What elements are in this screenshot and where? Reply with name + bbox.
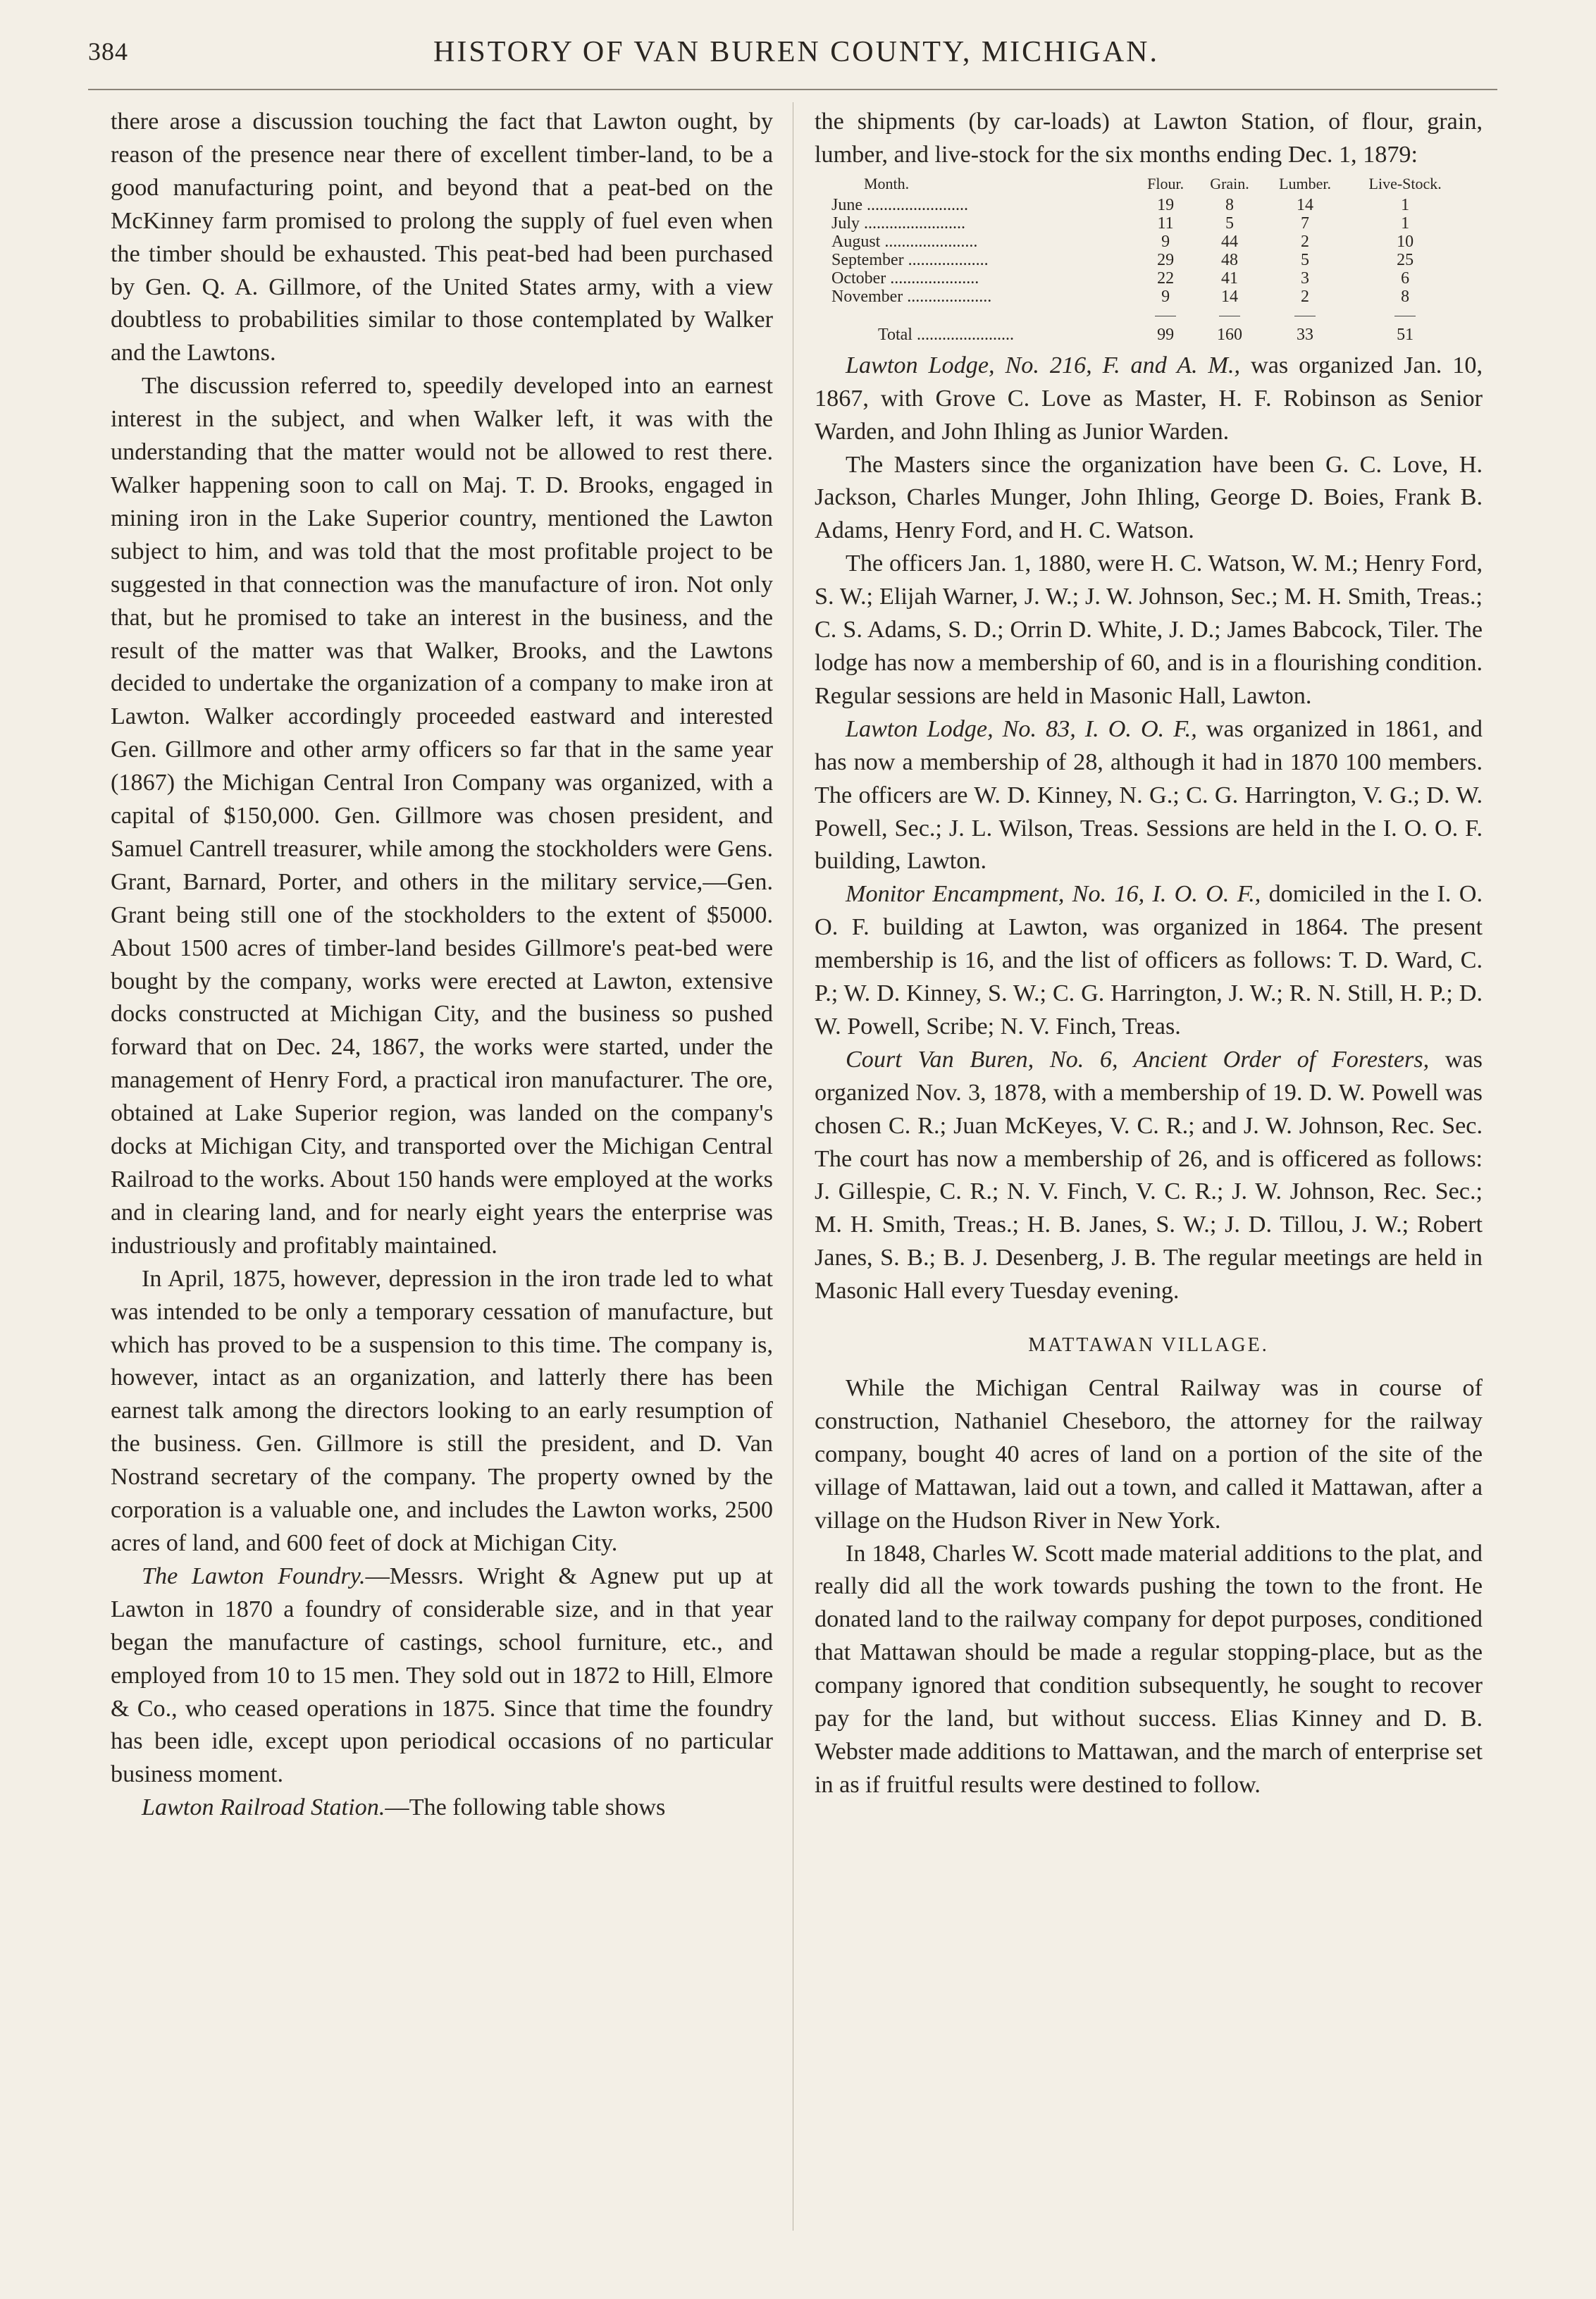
value-cell: 3 — [1301, 269, 1310, 288]
total-value: 33 — [1297, 325, 1314, 344]
paragraph-masonic-lodge — [815, 350, 1483, 449]
paragraph-monitor-encampment — [815, 878, 1483, 1044]
value-cell: 8 — [1401, 287, 1410, 306]
column-header: Lumber. — [1279, 174, 1331, 192]
right-column — [815, 106, 1483, 1802]
total-value: 51 — [1397, 325, 1414, 344]
paragraph-title: Lawton Lodge, No. 216, F. and A. M., — [846, 352, 1241, 378]
table-header-row — [829, 175, 1463, 196]
value-cell: 8 — [1225, 195, 1234, 214]
column-header: Live-Stock. — [1368, 174, 1442, 192]
header-rule — [88, 89, 1497, 90]
paragraph-railroad-station — [111, 1792, 773, 1825]
table-row — [829, 196, 1463, 214]
paragraph-lawton-foundry — [111, 1560, 773, 1792]
paragraph-body: —Messrs. Wright & Agnew put up at Lawton in 1870 a foundry of considerable size, and in that year began the manufacture of castings, school furniture, etc., and employed from 10 to 15 men. They sold out in 1872 to Hill, Elmore & Co., who ceased operations in 1875. Since that time the foundry has been idle, except upon periodical occasions of no particular business moment. — [111, 1563, 773, 1788]
value-cell: 9 — [1161, 287, 1170, 306]
value-cell: 7 — [1301, 214, 1310, 233]
paragraph: there arose a discussion touching the fact that Lawton ought, by reason of the presence near there of excellent timber-land, to be a good manufacturing point, and beyond that a peat-bed on the McKinney farm promised to prolong the supply of fuel even when the timber should be exhausted. This peat-bed had been purchased by Gen. Q. A. Gillmore, of the United States army, with a view doubtless to probabilities similar to those contemplated by Walker and the Lawtons. — [111, 109, 773, 366]
section-heading: MATTAWAN VILLAGE. — [1028, 1334, 1269, 1357]
paragraph-title: Monitor Encampment, No. 16, I. O. O. F., — [846, 881, 1261, 908]
month-cell: June ........................ — [831, 195, 968, 214]
value-cell: 2 — [1301, 287, 1310, 306]
paragraph: The Masters since the organization have been G. C. Love, H. Jackson, Charles Munger, John Ihling, George D. Boies, Frank B. Adams, Henry Ford, and H. C. Watson. — [815, 451, 1483, 544]
value-cell: 5 — [1225, 214, 1234, 233]
value-cell: 1 — [1401, 195, 1410, 214]
table-row — [829, 251, 1463, 269]
table-body — [829, 196, 1463, 344]
shipments-table — [829, 175, 1463, 344]
value-cell: 48 — [1220, 250, 1238, 269]
value-cell: 29 — [1157, 250, 1175, 269]
value-cell: 9 — [1161, 232, 1170, 251]
paragraph: While the Michigan Central Railway was in course of construction, Nathaniel Cheseboro, the attorney for the railway company, bought 40 acres of land on a portion of the site of the village of Mattawan, laid out a town, and called it Mattawan, after a village on the Hudson River in New York. — [815, 1375, 1483, 1534]
paragraph-body: was organized Nov. 3, 1878, with a membership of 19. D. W. Powell was chosen C. R.; Juan McKeyes, V. C. R.; and J. W. Johnson, Rec. Sec. The court has now a membership of 26, and is officered as follows: J. Gillespie, C. R.; N. V. Finch, V. C. R.; J. W. Johnson, Rec. Sec.; M. H. Smith, Treas.; H. B. Janes, S. W.; J. D. Tillou, J. W.; Robert Janes, S. B.; B. J. Desenberg, J. B. The regular meetings are held in Masonic Hall every Tuesday evening. — [815, 1046, 1483, 1305]
total-value: 99 — [1157, 325, 1175, 344]
table-row — [829, 233, 1463, 251]
month-cell: July ........................ — [831, 214, 966, 233]
value-cell: 22 — [1157, 269, 1175, 288]
table-row — [829, 214, 1463, 233]
rule-cell — [1347, 306, 1463, 324]
rule-cell — [1134, 306, 1196, 324]
total-row — [829, 324, 1463, 344]
value-cell: 10 — [1397, 232, 1414, 251]
paragraph-body: was organized in 1861, and has now a membership of 28, although it had in 1870 100 members. The officers are W. D. Kinney, N. G.; C. G. Harrington, V. G.; D. W. Powell, Sec.; J. L. Wilson, Treas. Sessions are held in the I. O. O. F. building, Lawton. — [815, 715, 1483, 875]
value-cell: 6 — [1401, 269, 1410, 288]
table-row — [829, 269, 1463, 288]
value-cell: 2 — [1301, 232, 1310, 251]
value-cell: 44 — [1220, 232, 1238, 251]
paragraph: the shipments (by car-loads) at Lawton Station, of flour, grain, lumber, and live-stock for the six months ending Dec. 1, 1879: — [815, 109, 1483, 168]
paragraph-court-van-buren — [815, 1044, 1483, 1308]
column-header: Grain. — [1210, 174, 1249, 192]
rule-cell — [829, 306, 1134, 324]
rule-cell — [1196, 306, 1263, 324]
total-value: 160 — [1216, 325, 1242, 344]
value-cell: 19 — [1157, 195, 1175, 214]
rule-cell — [1263, 306, 1348, 324]
value-cell: 25 — [1397, 250, 1414, 269]
paragraph: In 1848, Charles W. Scott made material additions to the plat, and really did all the work towards pushing the town to the front. He donated land to the railway company for depot purposes, conditioned that Mattawan should be made a regular stopping-place, but as the company ignored that condition subsequently, he sought to recover pay for the land, but without success. Elias Kinney and D. B. Webster made additions to Mattawan, and the march of enterprise set in as if fruitful results were destined to follow. — [815, 1540, 1483, 1798]
paragraph: In April, 1875, however, depression in the iron trade led to what was intended to be only a temporary cessation of manufacture, but which has proved to be a suspension to this time. The company is, however, intact as an organization, and latterly there has been earnest talk among the directors looking to an early resumption of the business. Gen. Gillmore is still the president, and D. Van Nostrand secretary of the company. The property owned by the corporation is a valuable one, and includes the Lawton works, 2500 acres of land, and 600 feet of dock at Michigan City. — [111, 1265, 773, 1556]
month-cell: August ...................... — [831, 232, 978, 251]
paragraph-body: was organized Jan. 10, 1867, with Grove C. Love as Master, H. F. Robinson as Senior Warden, and John Ihling as Junior Warden. — [815, 352, 1483, 445]
table-row — [829, 288, 1463, 306]
table-rule-row — [829, 306, 1463, 324]
paragraph: The officers Jan. 1, 1880, were H. C. Watson, W. M.; Henry Ford, S. W.; Elijah Warner, J. W.; J. W. Johnson, Sec.; M. H. Smith, Treas.; C. S. Adams, S. D.; Orrin D. White, J. D.; James Babcock, Tiler. The lodge has now a membership of 60, and is in a flourishing condition. Regular sessions are held in Masonic Hall, Lawton. — [815, 550, 1483, 709]
paragraph-title: Court Van Buren, No. 6, Ancient Order of Foresters, — [846, 1046, 1430, 1073]
value-cell: 11 — [1157, 214, 1174, 233]
column-header: Flour. — [1147, 174, 1184, 192]
month-cell: November .................... — [831, 287, 992, 306]
paragraph: The discussion referred to, speedily developed into an earnest interest in the subject, and when Walker left, it was with the understanding that the matter would not be allowed to rest there. Walker happening soon to call on Maj. T. D. Brooks, engaged in mining iron in the Lake Superior country, mentioned the Lawton subject to him, and was told that the most profitable project to be suggested in that connection was the manufacture of iron. Not only that, but he promised to take an interest in the business, and the result of the matter was that Walker, Brooks, and the Lawtons decided to undertake the organization of a company to make iron at Lawton. Walker accordingly proceeded eastward and interested Gen. Gillmore and other army officers so far that in the same year (1867) the Michigan Central Iron Company was organized, with a capital of $150,000. Gen. Gillmore was chosen president, and Samuel Cantrell treasurer, while among the stockholders were Gens. Grant, Barnard, Porter, and others in the military service,—Gen. Grant being still one of the stockholders to the extent of $5000. About 1500 acres of timber-land besides Gillmore's peat-bed were bought by the company, works were erected at Lawton, extensive docks constructed at Michigan City, and the business so pushed forward that on Dec. 24, 1867, the works were started, under the management of Henry Ford, a practical iron manufacturer. The ore, obtained at Lake Superior region, was landed on the company's docks at Michigan City, and transported over the Michigan Central Railroad to the works. About 150 hands were employed at the works and in clearing land, and for nearly eight years the enterprise was industriously and profitably maintained. — [111, 373, 773, 1259]
column-header: Month. — [864, 174, 910, 192]
paragraph-title: Lawton Railroad Station. — [142, 1794, 385, 1821]
paragraph-body: —The following table shows — [385, 1794, 666, 1821]
total-label: Total ....................... — [878, 325, 1014, 344]
paragraph-title: The Lawton Foundry. — [142, 1563, 366, 1589]
paragraph-body: domiciled in the I. O. O. F. building at Lawton, was organized in 1864. The present membership is 16, and the list of officers as follows: T. D. Ward, C. P.; W. D. Kinney, S. W.; C. G. Harrington, J. W.; R. N. Still, H. P.; D. W. Powell, Scribe; N. V. Finch, Treas. — [815, 881, 1483, 1040]
paragraph-title: Lawton Lodge, No. 83, I. O. O. F., — [846, 715, 1197, 742]
value-cell: 14 — [1297, 195, 1314, 214]
page-number: 384 — [88, 37, 128, 66]
value-cell: 41 — [1220, 269, 1238, 288]
paragraph-oddfellows-lodge — [815, 713, 1483, 879]
running-title: HISTORY OF VAN BUREN COUNTY, MICHIGAN. — [433, 36, 1159, 68]
value-cell: 14 — [1220, 287, 1238, 306]
page-header — [85, 30, 1508, 79]
value-cell: 5 — [1301, 250, 1310, 269]
value-cell: 1 — [1401, 214, 1410, 233]
left-column — [111, 106, 773, 1825]
month-cell: September ................... — [831, 250, 989, 269]
month-cell: October ..................... — [831, 269, 979, 288]
